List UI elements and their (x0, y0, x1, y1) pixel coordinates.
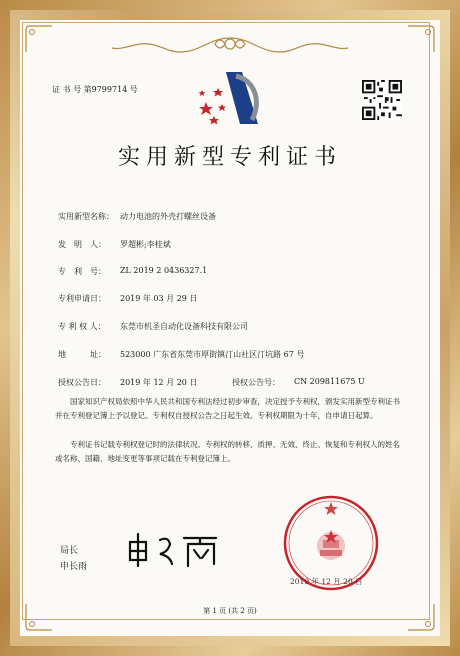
field-value-application-date: 2019 年 03 月 29 日 (120, 294, 198, 303)
field-label: 实用新型名称： (58, 212, 114, 221)
grant-date-value: 2019 年 12 月 20 日 (120, 378, 198, 387)
field-label: 专利申请日： (58, 294, 106, 303)
qr-code-icon (362, 80, 402, 120)
certificate-number: 证 书 号 第9799714 号 (52, 85, 138, 94)
seal-date: 2019 年 12 月 20 日 (290, 577, 363, 586)
grant-date-label: 授权公告日： (58, 378, 106, 387)
certificate-notice-paragraph: 国家知识产权局依照中华人民共和国专利法经过初步审查，决定授予专利权，颁发实用新型专利证书并在专利登记簿上予以登记。专利权自授权公告之日起生效。专利权期限为十年，自申请日起算。 (55, 397, 400, 420)
director-title: 局长 (60, 546, 79, 556)
field-label: 专 利 权 人： (58, 322, 106, 331)
field-label: 发 明 人： (58, 240, 106, 249)
field-value-patent-number: ZL 2019 2 0436327.1 (120, 266, 208, 275)
field-label: 地 址： (58, 350, 106, 359)
field-value-inventors: 罗超彬;李桂斌 (120, 240, 171, 249)
certificate-title: 实用新型专利证书 (117, 145, 342, 170)
field-label: 专 利 号： (58, 267, 106, 276)
director-signature-icon (120, 530, 230, 570)
corner-ornament-icon (24, 24, 54, 54)
top-ornament-icon (110, 34, 350, 56)
field-value-address: 523000 广东省东莞市厚街镇汀山社区汀坑路 67 号 (120, 350, 305, 359)
grant-number-value: CN 209811675 U (294, 377, 365, 386)
field-value-utility-model-name: 动力电池的外壳打螺丝设备 (120, 212, 216, 221)
cnipa-logo-icon (196, 70, 272, 130)
field-value-patentee: 东莞市机圣自动化设备科技有限公司 (120, 322, 248, 331)
page-number: 第 1 页 (共 2 页) (203, 607, 257, 615)
director-name: 申长雨 (60, 562, 88, 572)
corner-ornament-icon (406, 24, 436, 54)
certificate-notice-paragraph: 专利证书记载专利权登记时的法律状况。专利权的转移、质押、无效、终止、恢复和专利权人的姓名或名称、国籍、地址变更等事项记载在专利登记簿上。 (55, 440, 400, 463)
grant-number-label: 授权公告号： (232, 378, 280, 387)
